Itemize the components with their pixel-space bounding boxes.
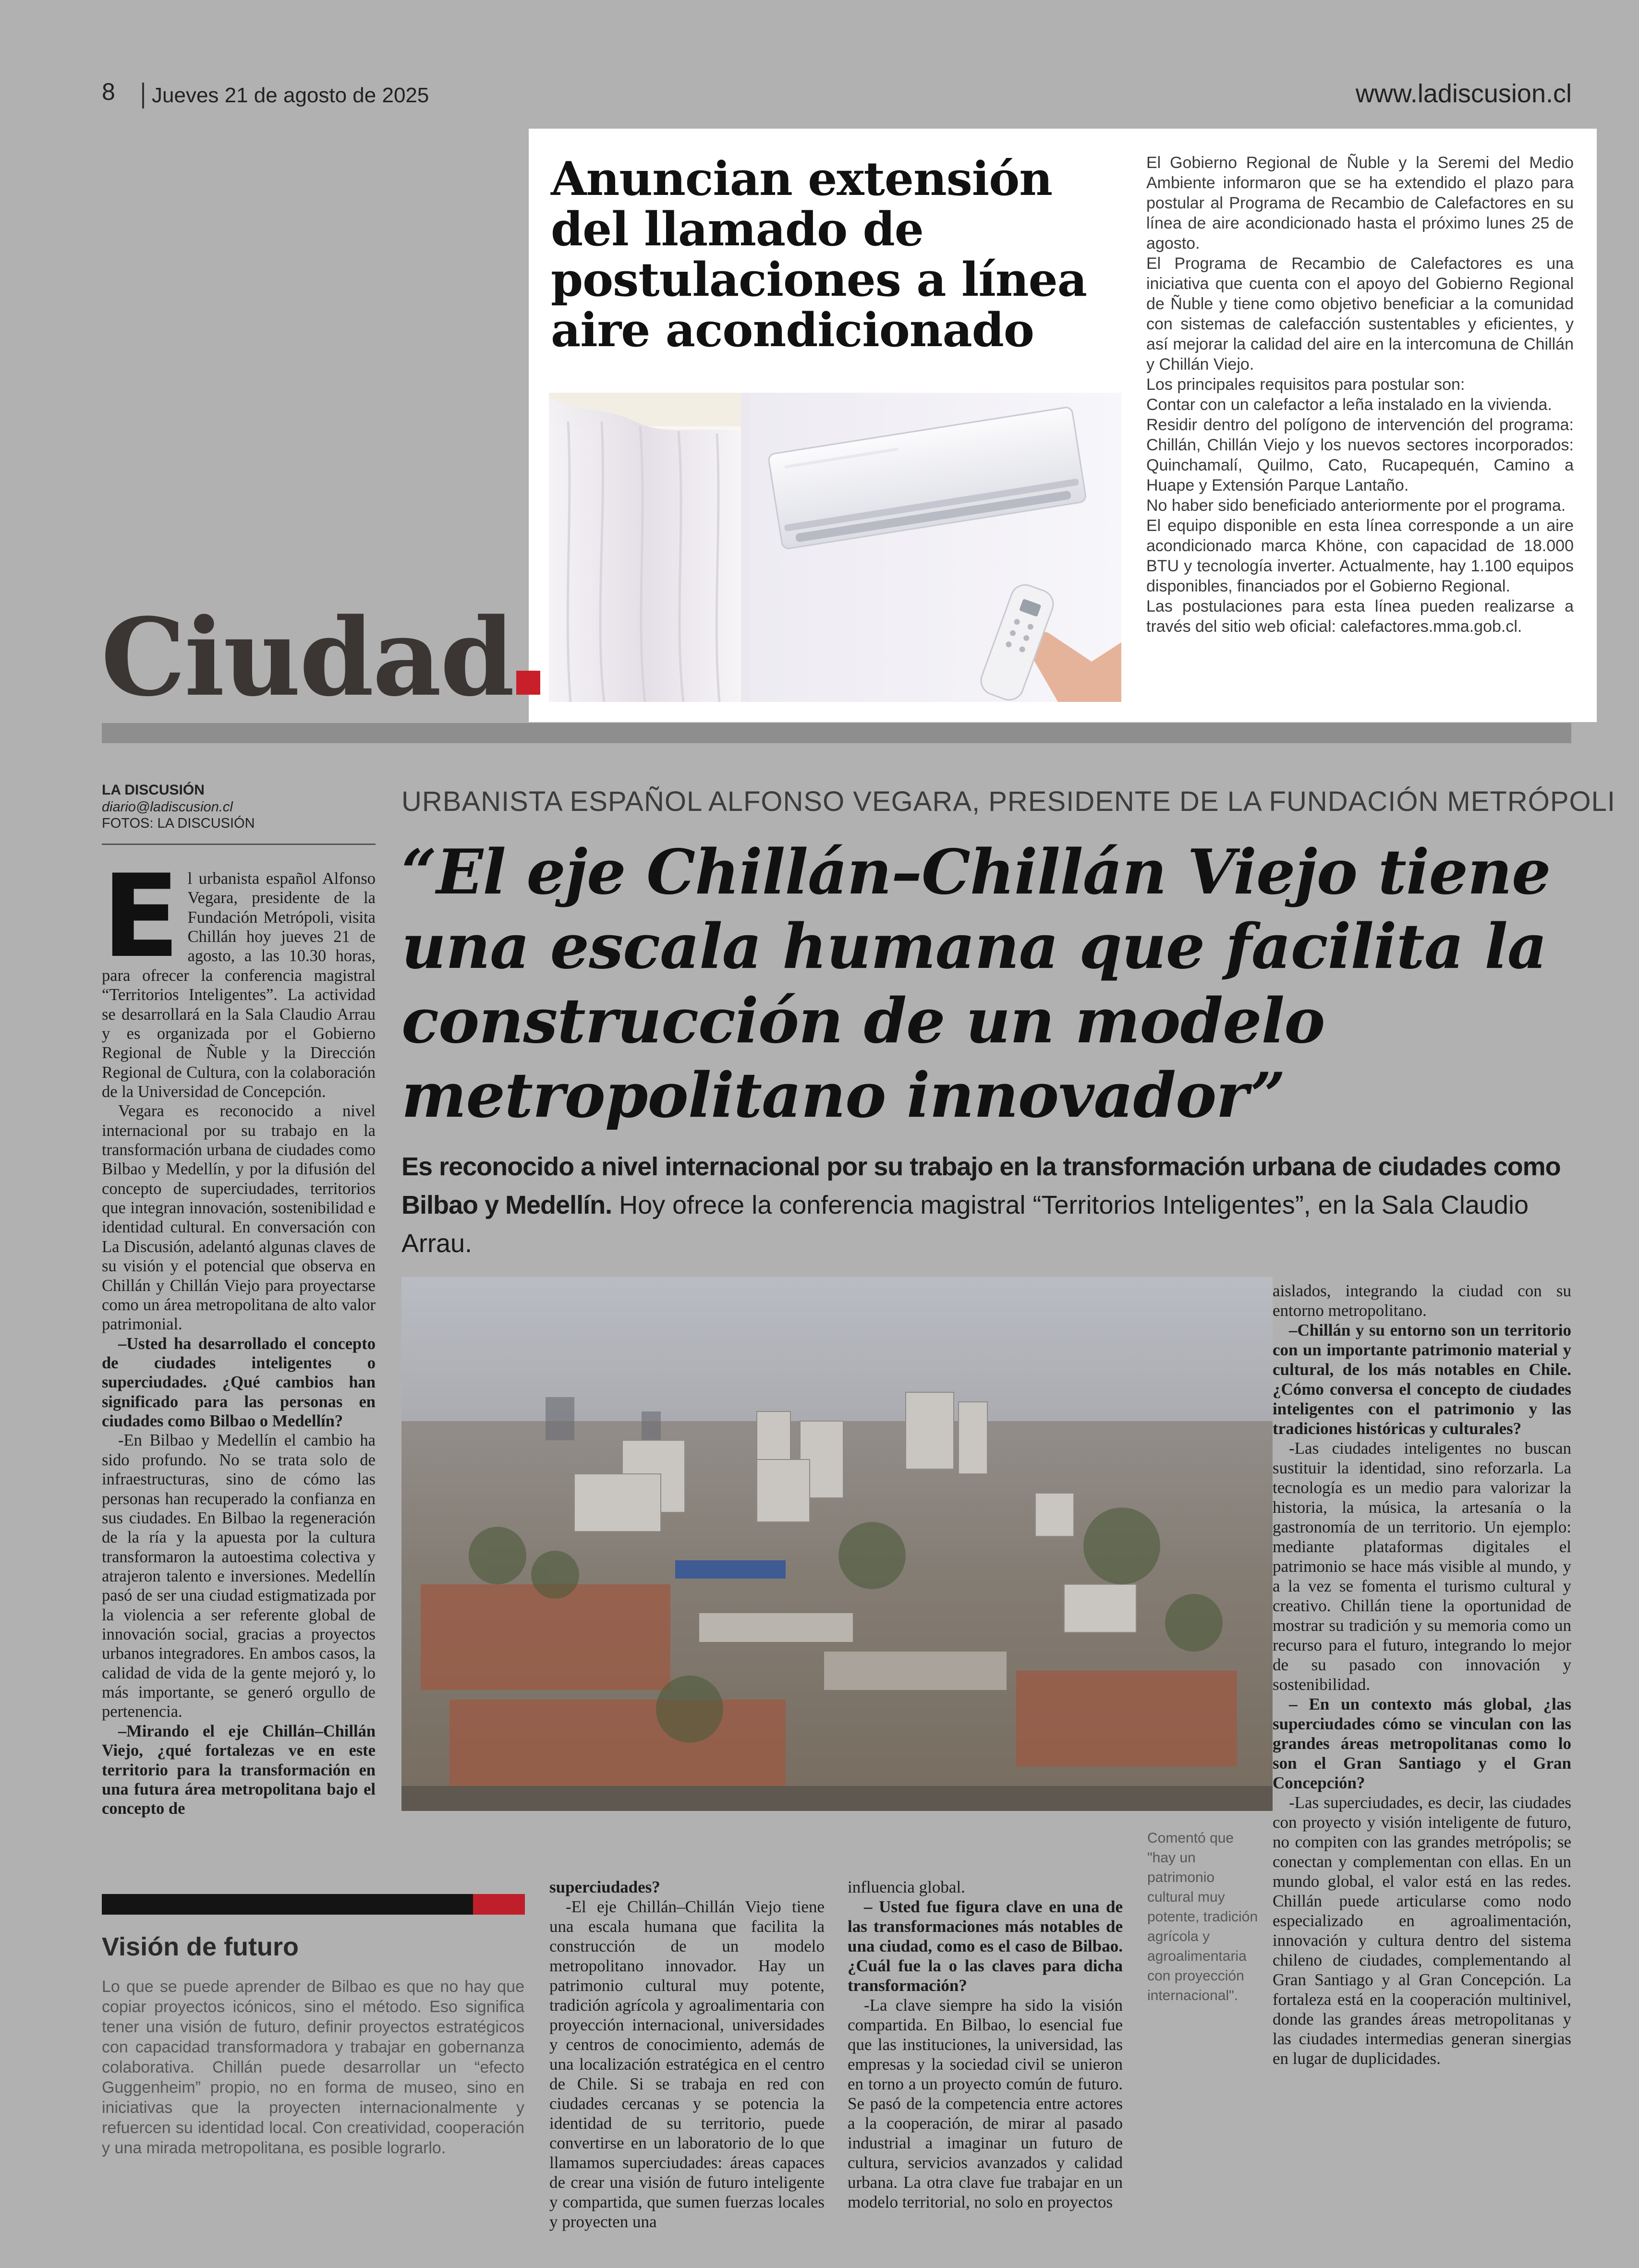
top-article-title: Anuncian extensión del llamado de postulaciones a línea aire acondicionado (551, 152, 1087, 357)
section-title-text: Ciudad (101, 595, 513, 720)
sidebar-bar-black (102, 1894, 473, 1915)
top-article-box (529, 129, 1597, 722)
interview-answer-end: aislados, integrando la ciudad con su entorno metropolitano. (1273, 1281, 1571, 1320)
page-number: 8 (102, 78, 115, 105)
sidebar-text: Lo que se puede aprender de Bilbao es que no hay que copiar proyectos icónicos, sino el método. Eso significa tener una visión de futuro, definir proyectos estratégicos con capacidad transformadora y trabajar en gobernanza colaborativa. Chillán puede desarrollar un “efecto Guggenheim” propio, no en forma de museo, sino en iniciativas que la proyecten internacionalmente y refuercen su identidad local. Con creatividad, cooperación y una mirada metropolitana, es posible lograrlo. (102, 1978, 524, 2157)
section-title-dot (516, 671, 540, 695)
top-article-paragraph: Las postulaciones para esta línea pueden realizarse a través del sitio web oficial: calefactores.mma.gob.cl. (1146, 597, 1574, 636)
byline-rule (102, 844, 376, 845)
section-title (101, 595, 540, 720)
top-article-paragraph: El Programa de Recambio de Calefactores es una iniciativa que cuenta con el apoyo del Gobierno Regional de Ñuble y tiene como objetivo beneficiar a la comunidad con sistemas de calefacción sustentables y eficientes, y así mejorar la calidad del aire en la intercomuna de Chillán y Chillán Viejo. (1146, 254, 1574, 374)
interview-question: – En un contexto más global, ¿las superciudades cómo se vinculan con las grandes áreas metropolitanas como lo son el Gran Santiago y el Gran Concepción? (1273, 1695, 1571, 1792)
body-paragraph: Vegara es reconocido a nivel internacional por su trabajo en la transformación urbana de ciudades como Bilbao y Medellín, y por la difusión del concepto de superciudades, territorios que integran innovación, sostenibilidad e identidad cultural. En conversación con La Discusión, adelantó algunas claves de su visión y el potencial que observa en Chillán y Chillán Viejo para proyectarse como un área metropolitana de alto valor patrimonial. (102, 1102, 376, 1334)
top-article-paragraph: Residir dentro del polígono de intervención del programa: Chillán, Chillán Viejo y los nuevos sectores incorporados: Quinchamalí, Quilmo, Cato, Rucapequén, Camino a Huape y Extensión Parque Lantaño. (1146, 416, 1574, 495)
interview-answer: -La clave siempre ha sido la visión compartida. En Bilbao, lo esencial fue que las instituciones, la universidad, las empresas y la sociedad civil se unieron en torno a un proyecto común de futuro. Se pasó de la competencia entre actores a la cooperación, de mirar al pasado industrial a imaginar un futuro de cultura, servicios avanzados y calidad urbana. La otra clave fue trabajar en un modelo territorial, no solo en proyectos (848, 1996, 1123, 2211)
article-headline: “El eje Chillán–Chillán Viejo tiene una escala humana que facilita la construcción de un modelo metropolitano innovador” (401, 836, 1551, 1132)
interview-answer: -El eje Chillán–Chillán Viejo tiene una escala humana que facilita la construcción de un modelo metropolitano innovador. Hay un patrimonio cultural muy potente, tradición agrícola y agroalimentaria con proyección internacional, universidades y centros de conocimiento, además de una localización estratégica en el centro de Chile. Si se trabaja en red con ciudades cercanas y se potencia la identidad de su territorio, puede convertirse en un laboratorio de lo que llamamos superciudades: áreas capaces de crear una visión de futuro inteligente y compartida, que sumen fuerzas locales y proyecten una (549, 1897, 825, 2231)
interview-answer: -En Bilbao y Medellín el cambio ha sido profundo. No se trata solo de infraestructuras, sino de cómo las personas han recuperado la confianza en sus ciudades. En Bilbao la regeneración de la ría y la apuesta por la cultura transformaron la autoestima colectiva y atrajeron talento e inversiones. Medellín pasó de ser una ciudad estigmatizada por la violencia a ser referente global de innovación social, gracias a proyectos urbanos integradores. En ambos casos, la calidad de vida de la gente mejoró y, lo más importante, se generó orgullo de pertenencia. (102, 1431, 376, 1721)
byline-email: diario@ladiscusion.cl (102, 799, 233, 815)
byline-photos: FOTOS: LA DISCUSIÓN (102, 816, 255, 831)
section-divider-bar (102, 723, 1571, 743)
top-article-paragraph: El equipo disponible en esta línea corresponde a un aire acondicionado marca Khöne, con capacidad de 18.000 BTU y tecnología inverter. Actualmente, hay 1.100 equipos disponibles, financiados por el Gobierno Regional. (1146, 517, 1574, 595)
top-article-body (1146, 153, 1574, 637)
city-aerial-photo (401, 1277, 1273, 1811)
top-article-paragraph: Los principales requisitos para postular son: (1146, 375, 1465, 394)
interview-answer: -Las superciudades, es decir, las ciudades con proyecto y visión inteligente de futuro, no compiten con las grandes metrópolis; se conectan y complementan con ellas. En un mundo global, el valor está en las redes. Chillán puede articularse como nodo especializado en agroalimentación, innovación y cultura dentro del sistema chileno de ciudades, complementando al Gran Santiago y al Gran Concepción. La fortaleza está en la cooperación multinivel, donde las grandes áreas metropolitanas y las ciudades intermedias generan sinergias en lugar de duplicidades. (1273, 1793, 1571, 2068)
lead-paragraph-text: l urbanista español Alfonso Vegara, presidente de la Fundación Metrópoli, visita Chillán hoy jueves 21 de agosto, a las 10.30 horas, para ofrecer la conferencia magistral “Territorios Inteligentes”. La actividad se desarrollará en la Sala Claudio Arrau y es organizada por el Gobierno Regional de Ñuble y la Dirección Regional de Cultura, con la colaboración de la Universidad de Concepción. (102, 869, 376, 1101)
interview-question: –Usted ha desarrollado el concepto de ciudades inteligentes o superciudades. ¿Qué cambios han significado para las personas en ciudades como Bilbao o Medellín? (102, 1334, 376, 1431)
publication-date: Jueves 21 de agosto de 2025 (152, 84, 429, 107)
interview-question: –Mirando el eje Chillán–Chillán Viejo, ¿qué fortalezas ve en este territorio para la transformación en una futura área metropolitana bajo el concepto de (102, 1722, 376, 1818)
interview-answer: -Las ciudades inteligentes no buscan sustituir la identidad, sino reforzarla. La tecnología es un medio para valorizar la historia, la música, la artesanía o la gastronomía de un territorio. Un ejemplo: mediante plataformas digitales el patrimonio se hace más visible al mundo, y a la vez se fomenta el turismo cultural y creativo. Chillán tiene la oportunidad de mostrar su tradición y su memoria como un recurso para el futuro, integrando lo mejor de su pasado con innovación y sostenibilidad. (1273, 1439, 1571, 1694)
photo-caption: Comentó que "hay un patrimonio cultural muy potente, tradición agrícola y agroalimentaria con proyección internacional". (1147, 1830, 1258, 2003)
byline-outlet: LA DISCUSIÓN (102, 782, 205, 798)
top-article-paragraph: El Gobierno Regional de Ñuble y la Seremi del Medio Ambiente informaron que se ha extendido el plazo para postular al Programa de Recambio de Calefactores en su línea de aire acondicionado hasta el próximo lunes 25 de agosto. (1146, 154, 1574, 253)
top-article-paragraph: Contar con un calefactor a leña instalado en la vivienda. (1146, 396, 1552, 414)
interview-question-end: superciudades? (549, 1878, 660, 1896)
sidebar-bar-red (473, 1894, 525, 1915)
lead-paragraph (102, 850, 376, 1101)
interview-question: –Chillán y su entorno son un territorio con un importante patrimonio material y cultural, de los más notables en Chile. ¿Cómo conversa el concepto de ciudades inteligentes con el patrimonio y las tradiciones históricas y culturales? (1273, 1321, 1571, 1438)
article-column-1 (102, 850, 376, 1819)
deck-regular: Hoy ofrece la conferencia magistral “Territorios Inteligentes”, en la Sala Claudio Arrau. (401, 1191, 1529, 1258)
website-url: www.ladiscusion.cl (1355, 79, 1572, 108)
byline (102, 782, 376, 832)
city-aerial-illustration (401, 1277, 1273, 1811)
drop-cap: E (102, 850, 180, 983)
article-column-4 (1273, 1281, 1571, 2068)
air-conditioner-photo (549, 393, 1121, 702)
interview-question: – Usted fue figura clave en una de las transformaciones más notables de una ciudad, como es el caso de Bilbao. ¿Cuál fue la o las claves para dicha transformación? (848, 1897, 1123, 1995)
air-conditioner-illustration (549, 393, 1121, 702)
interview-answer-end: influencia global. (848, 1878, 965, 1896)
sidebar-title: Visión de futuro (102, 1932, 299, 1961)
article-kicker: URBANISTA ESPAÑOL ALFONSO VEGARA, PRESIDENTE DE LA FUNDACIÓN METRÓPOLI (401, 786, 1616, 817)
article-column-2 (549, 1877, 1123, 2247)
header-divider (142, 83, 144, 109)
article-deck (401, 1147, 1583, 1263)
deck-bold: Es reconocido a nivel internacional por su trabajo en la transformación urbana de ciudades como Bilbao y Medellín. (401, 1152, 1561, 1219)
top-article-paragraph: No haber sido beneficiado anteriormente por el programa. (1146, 496, 1566, 515)
